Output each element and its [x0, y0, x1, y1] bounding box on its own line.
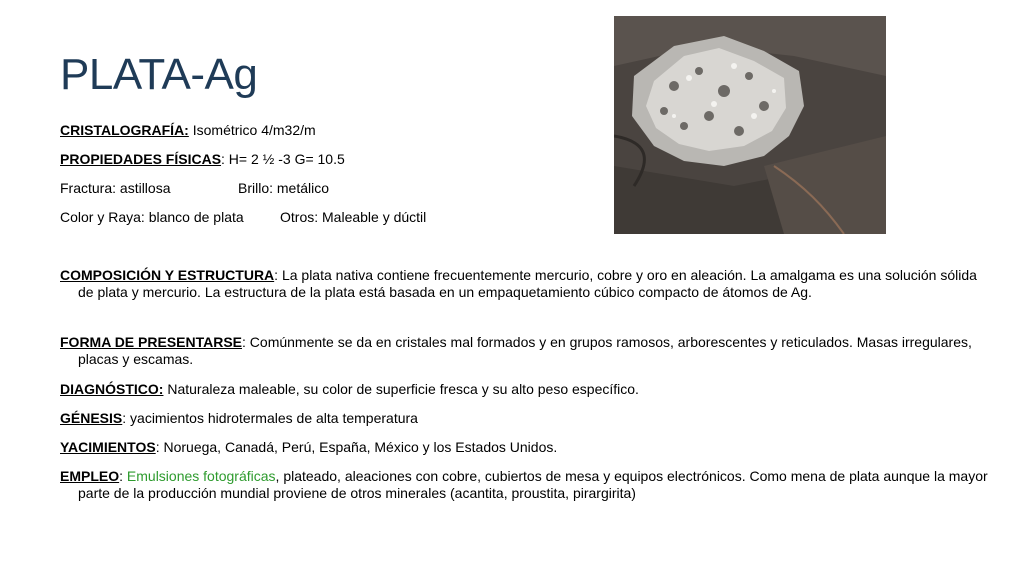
- forma-text: : Comúnmente se da en cristales mal formados y en grupos ramosos, arborescentes y reticulados. Masas irregulares, placas y escamas.: [78, 334, 972, 367]
- empleo-text: , plateado, aleaciones con cobre, cubiertos de mesa y equipos electrónicos. Como mena de plata aunque la mayor parte de la producción mundial proviene de otros minerales (acantita, proustita, pirargirita): [78, 468, 988, 501]
- empleo-label: EMPLEO: [60, 468, 120, 484]
- fractura-line: [60, 180, 329, 196]
- color-line: [60, 209, 426, 225]
- cristalografia-text: Isométrico 4/m32/m: [188, 122, 316, 138]
- propiedades-label: PROPIEDADES FÍSICAS: [60, 151, 222, 167]
- brillo-text: Brillo: metálico: [238, 180, 330, 196]
- forma-label: FORMA DE PRESENTARSE: [60, 334, 243, 350]
- cristalografia-label: CRISTALOGRAFÍA:: [60, 122, 189, 138]
- otros-text: Otros: Maleable y dúctil: [280, 209, 427, 225]
- fractura-text: Fractura: astillosa: [60, 180, 171, 196]
- empleo-paragraph: [60, 468, 996, 502]
- genesis-text: : yacimientos hidrotermales de alta temperatura: [122, 410, 418, 426]
- genesis-paragraph: [60, 410, 996, 427]
- slide-title: PLATA-Ag: [60, 50, 258, 99]
- composicion-label: COMPOSICIÓN Y ESTRUCTURA: [60, 267, 275, 283]
- composicion-text: : La plata nativa contiene frecuentemente mercurio, cobre y oro en aleación. La amalgama es una solución sólida de plata y mercurio. La estructura de la plata está basada en un empaquetamiento cúbico compacto de átomos de Ag.: [78, 267, 977, 300]
- propiedades-line: [60, 151, 345, 167]
- genesis-label: GÉNESIS: [60, 410, 123, 426]
- diagnostico-label: DIAGNÓSTICO:: [60, 381, 164, 397]
- diagnostico-text: Naturaleza maleable, su color de superficie fresca y su alto peso específico.: [163, 381, 639, 397]
- yacimientos-text: : Noruega, Canadá, Perú, España, México y los Estados Unidos.: [155, 439, 558, 455]
- silver-specimen-photo: [614, 16, 886, 234]
- forma-paragraph: [60, 334, 996, 368]
- yacimientos-label: YACIMIENTOS: [60, 439, 156, 455]
- propiedades-text: : H= 2 ½ -3 G= 10.5: [221, 151, 345, 167]
- empleo-colon: :: [119, 468, 127, 484]
- yacimientos-paragraph: [60, 439, 996, 456]
- cristalografia-line: [60, 122, 316, 138]
- color-raya-text: Color y Raya: blanco de plata: [60, 209, 244, 225]
- diagnostico-paragraph: [60, 381, 996, 398]
- emulsiones-link[interactable]: Emulsiones fotográficas: [126, 468, 276, 484]
- composicion-paragraph: [60, 267, 996, 301]
